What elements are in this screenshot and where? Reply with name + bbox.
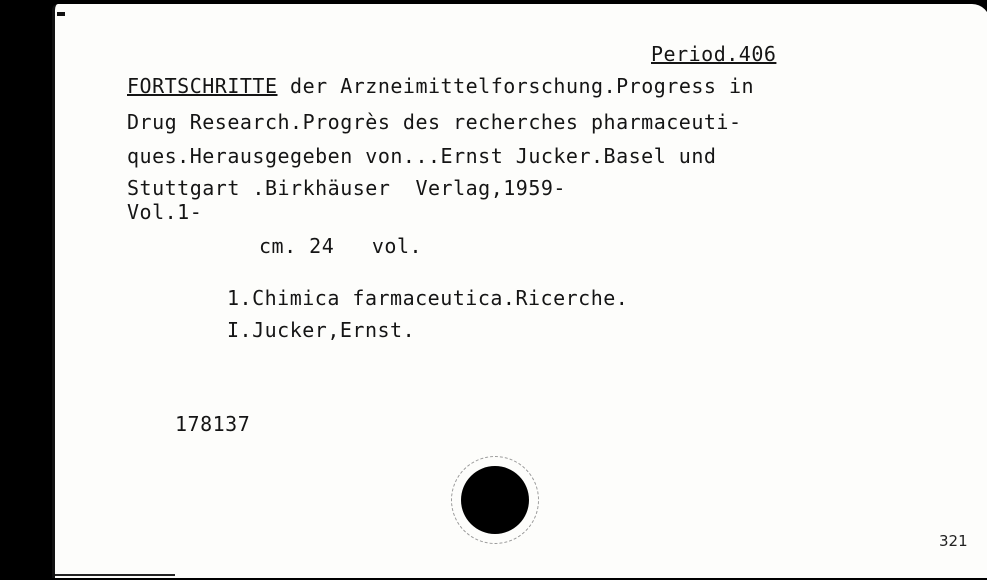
heading-title: FORTSCHRITTE <box>127 74 278 98</box>
call-number: Period.406 <box>651 42 777 66</box>
title-line-1 <box>127 74 754 98</box>
volume-line: Vol.1- <box>127 200 203 224</box>
card-edge-mark <box>57 12 65 16</box>
imprint-line: Stuttgart .Birkhäuser Verlag,1959- <box>127 176 566 200</box>
bottom-edge-rule <box>55 574 175 576</box>
catalog-card <box>52 4 987 578</box>
punch-hole <box>461 466 529 534</box>
accession-number: 178137 <box>175 412 251 436</box>
title-line-3: ques.Herausgegeben von...Ernst Jucker.Basel und <box>127 144 717 168</box>
added-entry: I.Jucker,Ernst. <box>227 318 416 342</box>
corner-note: 321 <box>939 532 968 550</box>
title-line-1-rest: der Arzneimittelforschung.Progress in <box>277 74 755 98</box>
title-line-2: Drug Research.Progrès des recherches pharmaceuti- <box>127 110 742 134</box>
subject-entry: 1.Chimica farmaceutica.Ricerche. <box>227 286 629 310</box>
collation: cm. 24 vol. <box>259 234 423 258</box>
